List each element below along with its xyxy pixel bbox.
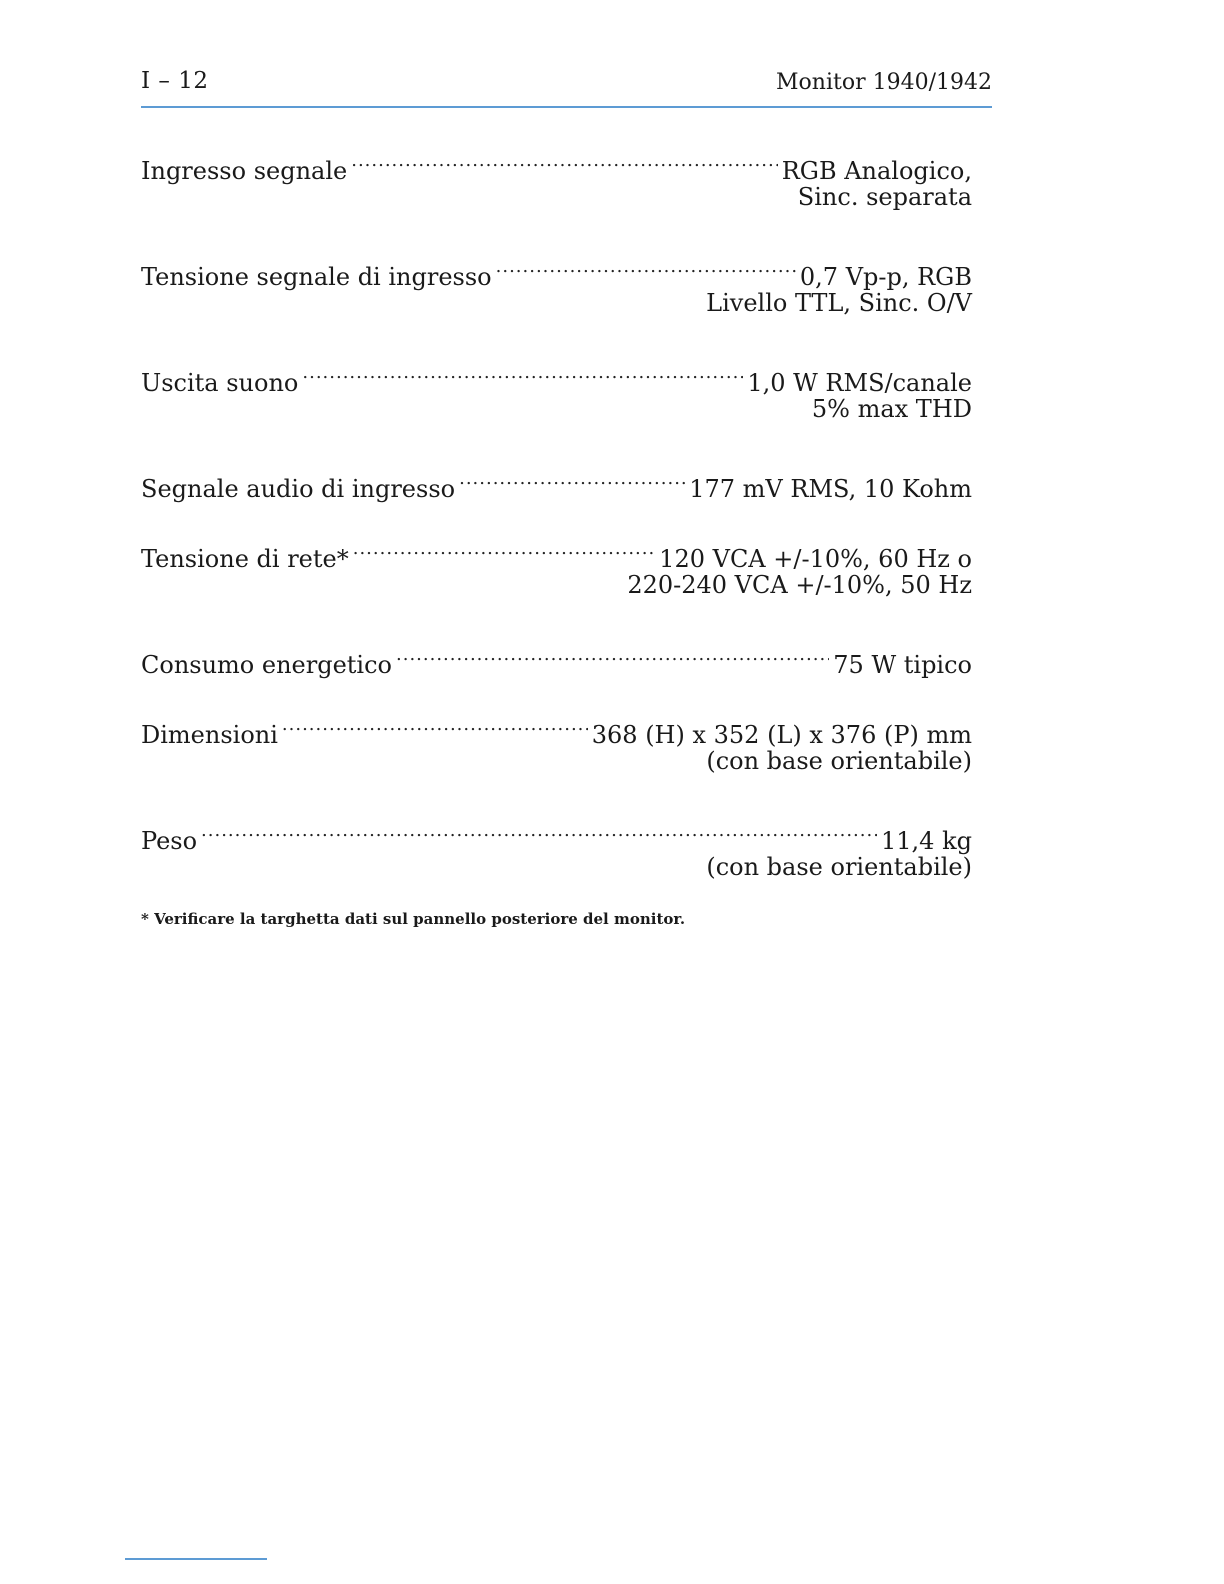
spec-label: Segnale audio di ingresso [141, 475, 456, 503]
dot-leader [201, 813, 877, 849]
spec-value: 75 W tipico [833, 651, 972, 679]
spec-value: RGB Analogico, [781, 157, 972, 185]
spec-value: 368 (H) x 352 (L) x 376 (P) mm [591, 721, 972, 749]
spec-audio-input [141, 461, 972, 503]
spec-signal-voltage [141, 249, 972, 321]
spec-value: 1,0 W RMS/canale [747, 369, 972, 397]
spec-value: 177 mV RMS, 10 Kohm [689, 475, 972, 503]
spec-list [141, 143, 972, 919]
dot-leader [459, 461, 685, 497]
spec-dimensions [141, 707, 972, 779]
spec-label: Tensione di rete* [141, 545, 349, 573]
spec-extra: 220-240 VCA +/-10%, 50 Hz [627, 571, 972, 599]
spec-label: Ingresso segnale [141, 157, 348, 185]
page-number: I – 12 [141, 68, 209, 94]
dot-leader [353, 531, 655, 567]
spec-extra: Livello TTL, Sinc. O/V [706, 289, 972, 317]
spec-extra: 5% max THD [811, 395, 972, 423]
header-rule [141, 106, 992, 108]
spec-weight [141, 813, 972, 885]
spec-label: Dimensioni [141, 721, 278, 749]
spec-label: Tensione segnale di ingresso [141, 263, 492, 291]
dot-leader [302, 355, 743, 391]
spec-label: Consumo energetico [141, 651, 392, 679]
spec-label: Uscita suono [141, 369, 299, 397]
page-header [141, 66, 992, 106]
spec-extra: (con base orientabile) [706, 853, 972, 881]
dot-leader [282, 707, 588, 743]
spec-power-consumption [141, 637, 972, 679]
spec-label: Peso [141, 827, 198, 855]
spec-extra: (con base orientabile) [706, 747, 972, 775]
dot-leader [351, 143, 777, 179]
spec-value: 120 VCA +/-10%, 60 Hz o [659, 545, 972, 573]
dot-leader [396, 637, 829, 673]
spec-signal-input [141, 143, 972, 215]
header-title: Monitor 1940/1942 [776, 70, 992, 95]
dot-leader [496, 249, 796, 285]
spec-value: 11,4 kg [881, 827, 972, 855]
footnote: * Verificare la targhetta dati sul pannello posteriore del monitor. [141, 910, 686, 928]
spec-value: 0,7 Vp-p, RGB [799, 263, 972, 291]
spec-sound-output [141, 355, 972, 427]
bottom-rule [125, 1558, 267, 1560]
spec-mains-voltage [141, 531, 972, 603]
spec-extra: Sinc. separata [797, 183, 972, 211]
